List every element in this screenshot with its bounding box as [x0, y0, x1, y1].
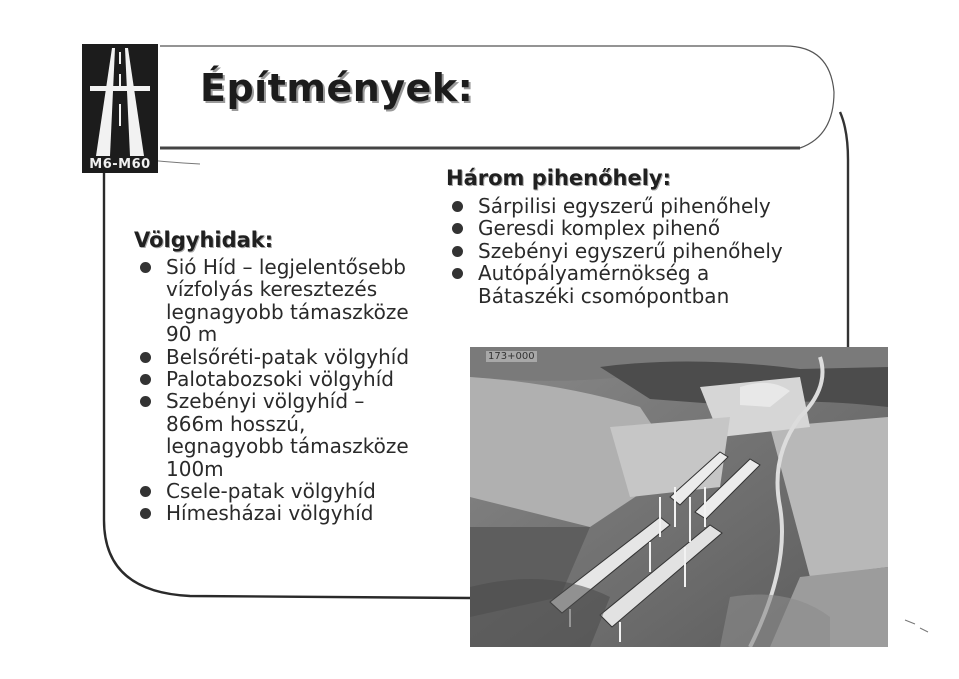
logo-caption: M6-M60 — [82, 156, 158, 173]
rest-area-item — [446, 240, 816, 262]
viaduct-item-line: Csele-patak völgyhíd — [166, 479, 376, 504]
page-title: Építmények: — [200, 66, 474, 110]
rest-areas-heading: Három pihenőhely: — [446, 166, 672, 190]
chainage-label: 173+000 — [488, 351, 535, 362]
viaduct-item-line: 100m — [166, 456, 224, 481]
viaducts-heading: Völgyhidak: — [134, 228, 274, 252]
viaduct-item-line: 90 m — [166, 322, 218, 347]
bullet-dot-icon — [140, 352, 151, 363]
bullet-dot-icon — [452, 201, 463, 212]
motorway-logo — [82, 44, 158, 156]
motorway-icon — [82, 44, 158, 156]
rest-areas-list — [446, 195, 816, 307]
bullet-dot-icon — [452, 268, 463, 279]
bullet-dot-icon — [140, 396, 151, 407]
rest-area-item-line: Autópályamérnökség a — [478, 261, 710, 286]
rest-area-item-line: Bátaszéki csomópontban — [478, 283, 730, 308]
bullet-dot-icon — [452, 246, 463, 257]
viaduct-item-line: Sió Híd – legjelentősebb — [166, 255, 406, 279]
viaduct-item-line: legnagyobb támaszköze — [166, 299, 409, 324]
viaduct-item — [134, 368, 434, 390]
bullet-dot-icon — [452, 223, 463, 234]
viaducts-list — [134, 256, 434, 525]
viaduct-item-line: Szebényi völgyhíd – — [166, 389, 365, 414]
viaduct-photo-image — [470, 347, 888, 647]
viaduct-item-line: 866m hosszú, — [166, 411, 306, 436]
rest-area-item-line: Szebényi egyszerű pihenőhely — [478, 238, 783, 263]
viaduct-item — [134, 502, 434, 524]
bullet-dot-icon — [140, 374, 151, 385]
rest-area-item — [446, 217, 816, 239]
viaduct-item-line: Belsőréti-patak völgyhíd — [166, 344, 410, 369]
bullet-dot-icon — [140, 508, 151, 519]
viaduct-aerial-photo — [470, 347, 888, 647]
rest-area-item-line: Geresdi komplex pihenő — [478, 216, 721, 241]
rest-area-item — [446, 195, 816, 217]
viaduct-item-line: Hímesházai völgyhíd — [166, 501, 374, 526]
viaduct-item — [134, 346, 434, 368]
viaduct-item — [134, 390, 434, 480]
viaduct-item — [134, 480, 434, 502]
viaduct-item-line: Palotabozsoki völgyhíd — [166, 367, 394, 392]
bullet-dot-icon — [140, 486, 151, 497]
bullet-dot-icon — [140, 262, 151, 273]
viaduct-item-line: vízfolyás keresztezés — [166, 277, 378, 302]
viaduct-item — [134, 256, 434, 346]
rest-area-item-line: Sárpilisi egyszerű pihenőhely — [478, 194, 771, 218]
rest-area-item — [446, 262, 816, 307]
viaduct-item-line: legnagyobb támaszköze — [166, 434, 409, 459]
